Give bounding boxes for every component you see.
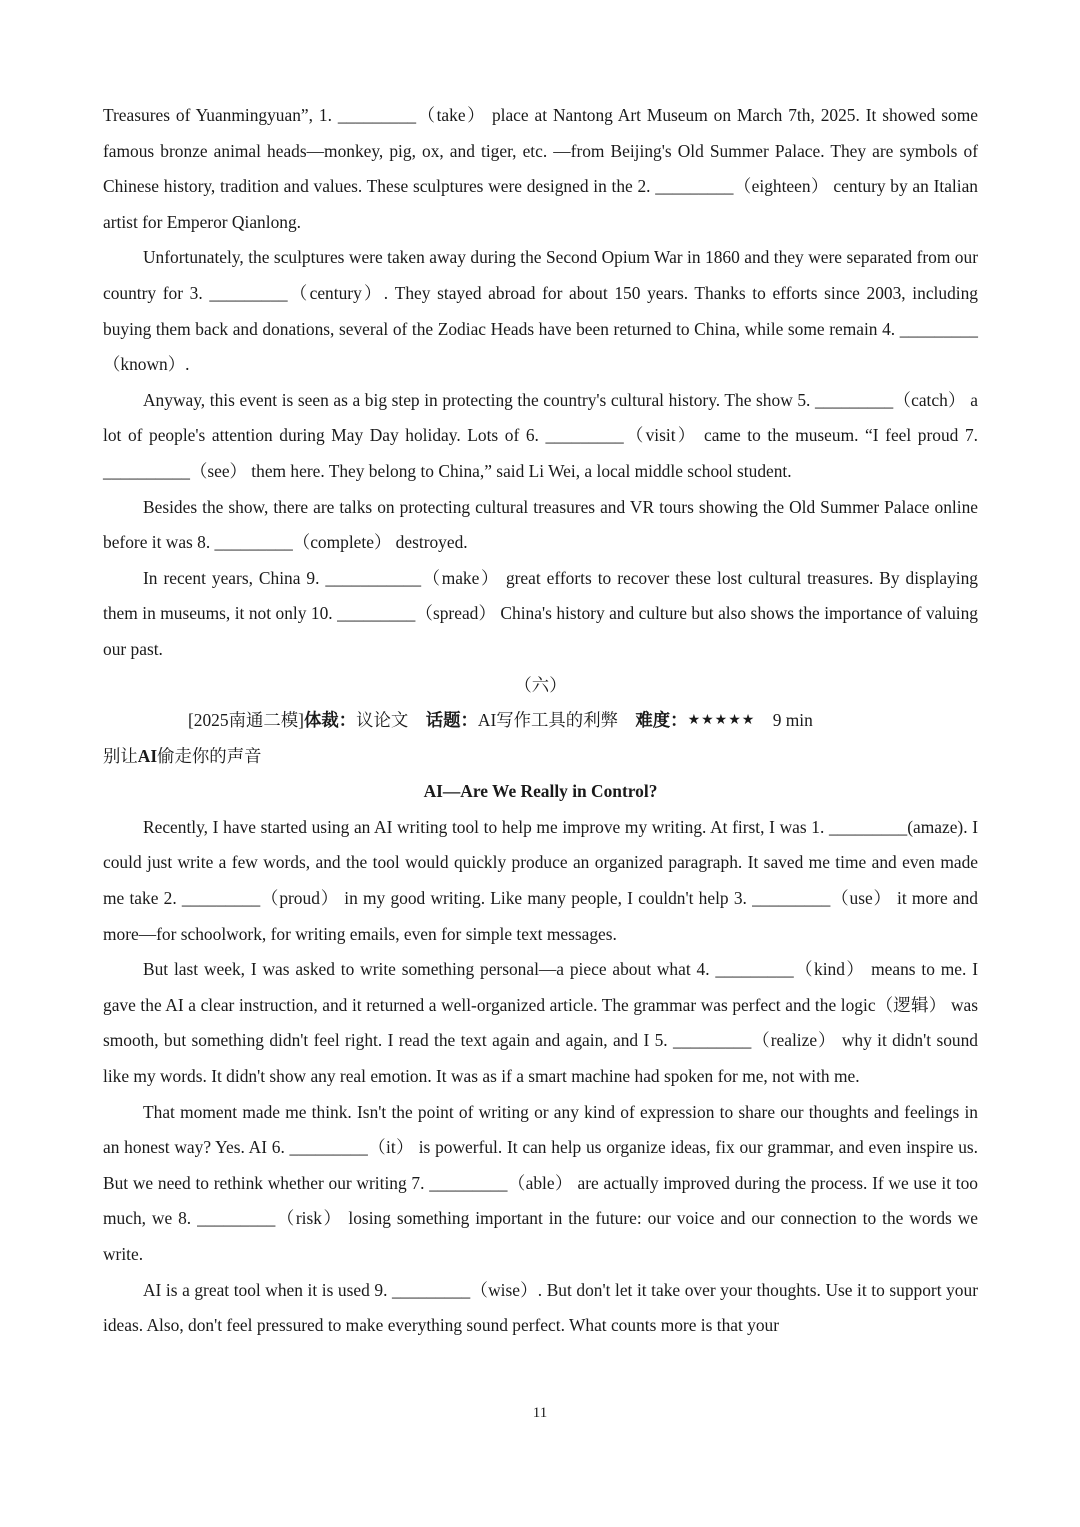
page-number: 11 <box>532 1405 548 1421</box>
passage-paragraph: Treasures of Yuanmingyuan”, 1. _________（take） place at Nantong Art Museum on March 7th, 2025. It showed some famous bronze animal heads—monkey, pig, ox, and tiger, etc. —from Beijing's Old Summer Palace. They are symbols of Chinese history, tradition and values. These sculptures were designed in the 2. _________（eighteen） century by an Italian artist for Emperor Qianlong. <box>103 105 978 232</box>
passage-paragraph: Besides the show, there are talks on protecting cultural treasures and VR tours showing the Old Summer Palace online before it was 8. _________（complete） destroyed. <box>103 496 978 553</box>
section-number: （六） <box>514 674 567 695</box>
document-page <box>103 98 978 1344</box>
genre-value: 议论文 <box>356 710 409 731</box>
topic-label: 话题： <box>425 710 478 731</box>
subtitle-ai: AI <box>137 745 158 766</box>
article-title: AI—Are We Really in Control? <box>423 781 658 802</box>
article-paragraph: That moment made me think. Isn't the point of writing or any kind of expression to share our thoughts and feelings in an honest way? Yes. AI 6. _________（it） is powerful. It can help us organize ideas, fix our grammar, and even inspire us. But we need to rethink whether our writing 7. _________（able） are actually improved during the process. If we use it too much, we 8. _________（risk） losing something important in the future: our voice and our connection to the words we write. <box>103 1101 978 1264</box>
section-subtitle <box>103 739 978 775</box>
subtitle-pre: 别让 <box>103 745 138 766</box>
difficulty-stars-icon: ★★★★★ <box>687 713 756 729</box>
genre-label: 体裁： <box>303 710 357 731</box>
article-paragraph: But last week, I was asked to write something personal—a piece about what 4. _________（kind） means to me. I gave the AI a clear instruction, and it returned a well-organized article. The grammar was perfect and the logic（逻辑） was smooth, but something didn't feel right. I read the text again and again, and I 5. _________（realize） why it didn't sound like my words. It didn't show any real emotion. It was as if a smart machine had spoken for me, not with me. <box>103 959 978 1087</box>
time-value: 9 min <box>772 710 813 731</box>
section-source: [2025南通二模] <box>188 710 304 731</box>
difficulty-label: 难度： <box>635 710 688 731</box>
passage-paragraph: Anyway, this event is seen as a big step in protecting the country's cultural history. The show 5. _________（catch） a lot of people's attention during May Day holiday. Lots of 6. _________（visit） came to the museum. “I feel proud 7. __________（see） them here. They belong to China,” said Li Wei, a local middle school student. <box>103 389 978 481</box>
subtitle-post: 偷走你的声音 <box>157 745 262 766</box>
passage-paragraph: Unfortunately, the sculptures were taken away during the Second Opium War in 1860 and they were separated from our country for 3. _________（century）. They stayed abroad for about 150 years. Thanks to efforts since 2003, including buying them back and donations, several of the Zodiac Heads have been returned to China, while some remain 4. _________（known）. <box>103 247 978 375</box>
passage-paragraph: In recent years, China 9. ___________（make） great efforts to recover these lost cultural treasures. By displaying them in museums, it not only 10. _________（spread） China's history and culture but also shows the importance of valuing our past. <box>103 567 978 659</box>
article-paragraph: AI is a great tool when it is used 9. _________（wise）. But don't let it take over your thoughts. Use it to support your ideas. Also, don't feel pressured to make everything sound perfect. What counts more is that your <box>103 1279 978 1336</box>
article-paragraph: Recently, I have started using an AI writing tool to help me improve my writing. At first, I was 1. _________(amaze). I could just write a few words, and the tool would quickly produce an organized paragraph. It saved me time and even made me take 2. _________（proud） in my good writing. Like many people, I couldn't help 3. _________（use） it more and more—for schoolwork, for writing emails, even for simple text messages. <box>103 816 978 944</box>
topic-value: AI写作工具的利弊 <box>477 710 618 731</box>
section-info <box>103 703 978 739</box>
